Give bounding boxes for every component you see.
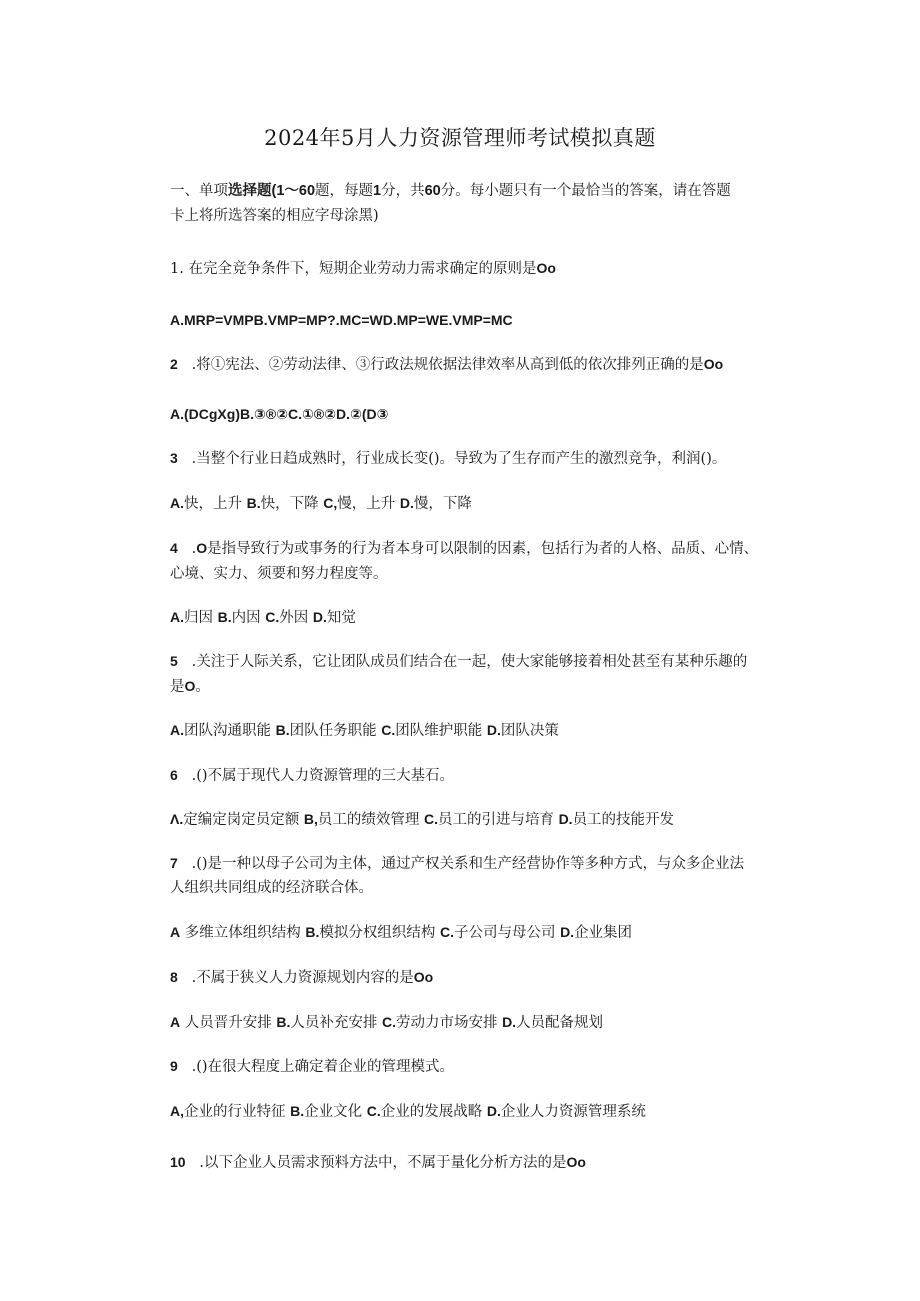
question-2: 2 .将①宪法、②劳动法律、③行政法规依据法律效率从高到低的依次排列正确的是Oo xyxy=(170,356,724,373)
question-2-options: A.(DCgXg)B.③®②C.①®②D.②(D③ xyxy=(170,406,389,422)
question-5-line-2: 是O。 xyxy=(170,678,210,695)
question-6-options: Λ.定编定岗定员定额 B,员工的绩效管理 C.员工的引进与培育 D.员工的技能开发 xyxy=(170,811,675,828)
question-8: 8 .不属于狭义人力资源规划内容的是Oo xyxy=(170,969,434,986)
question-4: 4 .O是指导致行为或事务的行为者本身可以限制的因素，包括行为者的人格、品质、心情、 xyxy=(170,540,759,557)
document-title: 2024年5月人力资源管理师考试模拟真题 xyxy=(264,126,656,150)
question-8-options: A 人员晋升安排 B.人员补充安排 C.劳动力市场安排 D.人员配备规划 xyxy=(170,1014,604,1031)
question-7-options: A 多维立体组织结构 B.模拟分权组织结构 C.子公司与母公司 D.企业集团 xyxy=(170,924,633,941)
question-3-options: A.快，上升 B.快，下降 C,慢，上升 D.慢，下降 xyxy=(170,495,472,512)
question-6: 6 .()不属于现代人力资源管理的三大基石。 xyxy=(170,767,455,784)
instructions-line-1: 一、单项选择题(1〜60题，每题1分，共60分。每小题只有一个最恰当的答案，请在答题 xyxy=(170,183,731,199)
question-9-options: A,企业的行业特征 B.企业文化 C.企业的发展战略 D.企业人力资源管理系统 xyxy=(170,1103,646,1120)
question-7-line-2: 人组织共同组成的经济联合体。 xyxy=(170,880,373,896)
question-5: 5 .关注于人际关系，它让团队成员们结合在一起，使大家能够接着相处甚至有某种乐趣的 xyxy=(170,653,748,670)
question-1-options: A.MRP=VMPB.VMP=MP?.MC=WD.MP=WE.VMP=MC xyxy=(170,312,513,328)
question-5-options: A.团队沟通职能 B.团队任务职能 C.团队维护职能 D.团队决策 xyxy=(170,722,559,739)
question-1: 1. 在完全竞争条件下，短期企业劳动力需求确定的原则是Oo xyxy=(170,260,556,277)
question-4-options: A.归因 B.内因 C.外因 D.知觉 xyxy=(170,609,356,626)
question-4-line-2: 心境、实力、须要和努力程度等。 xyxy=(170,566,388,582)
instructions-line-2: 卡上将所选答案的相应字母涂黑) xyxy=(170,208,379,224)
question-7: 7 .()是一种以母子公司为主体，通过产权关系和生产经营协作等多种方式，与众多企业法 xyxy=(170,855,745,872)
question-9: 9 .()在很大程度上确定着企业的管理模式。 xyxy=(170,1058,455,1075)
question-3: 3 .当整个行业日趋成熟时，行业成长变()。导致为了生存而产生的激烈竞争，利润()。 xyxy=(170,450,727,467)
question-10: 10 .以下企业人员需求预料方法中，不属于量化分析方法的是Oo xyxy=(170,1154,586,1171)
